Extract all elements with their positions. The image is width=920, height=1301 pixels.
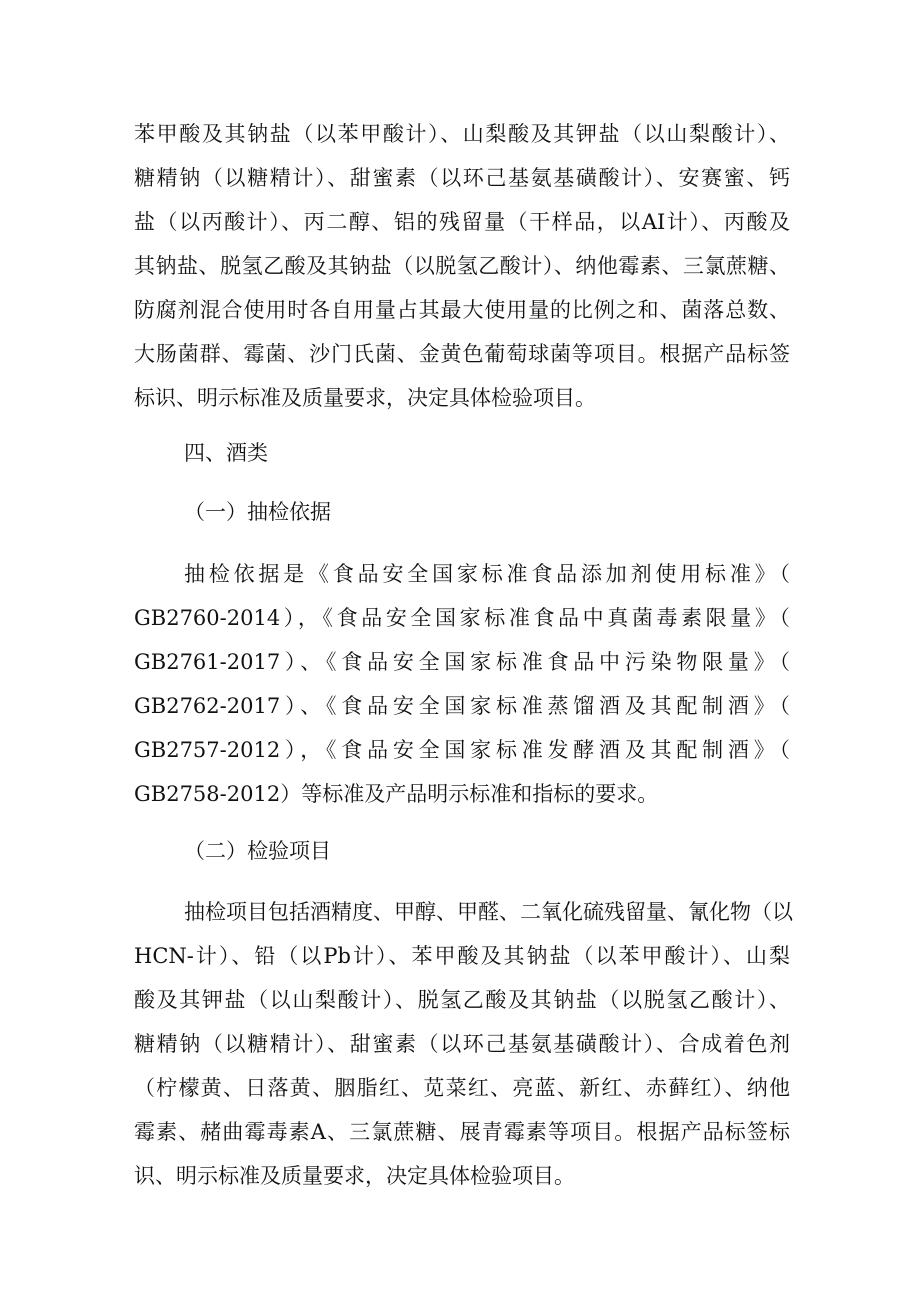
- text-line: 抽检项目包括酒精度、甲醇、甲醛、二氧化硫残留量、氰化物（以: [184, 900, 793, 924]
- text-line: 糖精钠（以糖精计）、甜蜜素（以环己基氨基磺酸计）、合成着色剂: [134, 1032, 790, 1056]
- text-line: GB2762-2017）、《食品安全国家标准蒸馏酒及其配制酒》（: [134, 694, 790, 718]
- text-line: 标识、明示标准及质量要求，决定具体检验项目。: [134, 386, 596, 410]
- text-line: 其钠盐、脱氢乙酸及其钠盐（以脱氢乙酸计）、纳他霉素、三氯蔗糖、: [134, 254, 790, 278]
- text-line: 糖精钠（以糖精计）、甜蜜素（以环己基氨基磺酸计）、安赛蜜、钙: [134, 166, 790, 190]
- section-heading-liquor: 四、酒类: [184, 441, 268, 465]
- text-line: HCN-计）、铅（以Pb计）、苯甲酸及其钠盐（以苯甲酸计）、山梨: [134, 944, 790, 968]
- subheading-inspection-basis: （一）抽检依据: [184, 500, 331, 524]
- text-line: （柠檬黄、日落黄、胭脂红、苋菜红、亮蓝、新红、赤藓红）、纳他: [134, 1076, 790, 1100]
- text-line: GB2758-2012）等标准及产品明示标准和指标的要求。: [134, 782, 659, 806]
- text-line: 大肠菌群、霉菌、沙门氏菌、金黄色葡萄球菌等项目。根据产品标签: [134, 342, 790, 366]
- text-line: GB2761-2017）、《食品安全国家标准食品中污染物限量》（: [134, 650, 790, 674]
- subheading-test-items: （二）检验项目: [184, 839, 331, 863]
- text-line: 苯甲酸及其钠盐（以苯甲酸计）、山梨酸及其钾盐（以山梨酸计）、: [134, 122, 790, 146]
- text-line: 防腐剂混合使用时各自用量占其最大使用量的比例之和、菌落总数、: [134, 298, 790, 322]
- text-line: GB2757-2012），《食品安全国家标准发酵酒及其配制酒》（: [134, 738, 790, 762]
- text-line: 盐（以丙酸计）、丙二醇、铝的残留量（干样品，以AI计）、丙酸及: [134, 210, 790, 234]
- text-line: GB2760-2014），《食品安全国家标准食品中真菌毒素限量》（: [134, 606, 790, 630]
- text-line: 抽检依据是《食品安全国家标准食品添加剂使用标准》（: [184, 562, 790, 586]
- text-line: 霉素、赭曲霉毒素A、三氯蔗糖、展青霉素等项目。根据产品标签标: [134, 1120, 790, 1144]
- text-line: 酸及其钾盐（以山梨酸计）、脱氢乙酸及其钠盐（以脱氢乙酸计）、: [134, 988, 790, 1012]
- text-line: 识、明示标准及质量要求，决定具体检验项目。: [134, 1164, 575, 1188]
